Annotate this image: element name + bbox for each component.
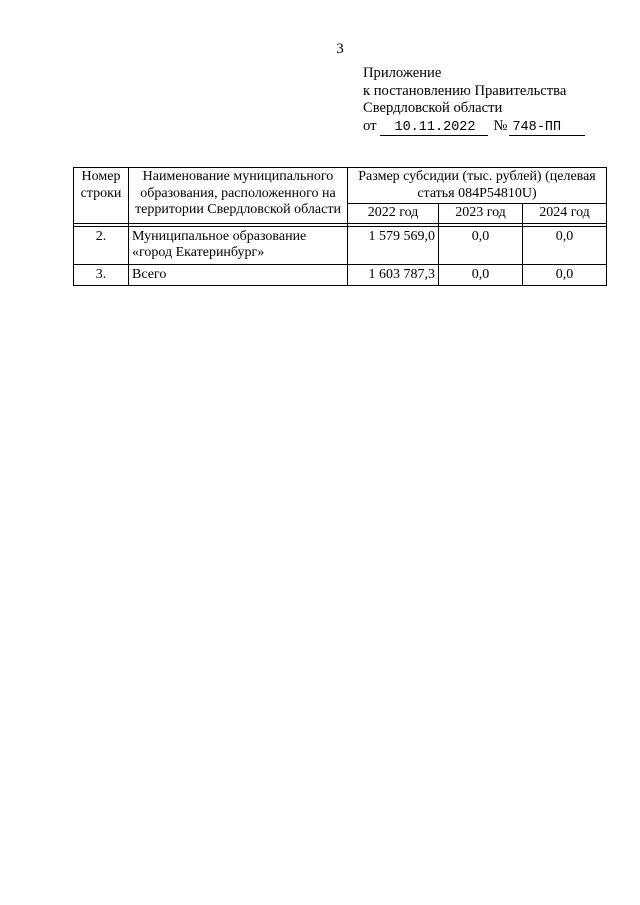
- header-subsidy: Размер субсидии (тыс. рублей) (целевая статья 084P54810U): [348, 168, 607, 204]
- appendix-region-line: Свердловской области: [363, 100, 503, 116]
- from-label: от: [363, 117, 377, 134]
- appendix-decree-line: к постановлению Правительства: [363, 82, 567, 99]
- row-number: 3.: [74, 264, 129, 286]
- appendix-header: [363, 65, 585, 136]
- decree-number: 748-ПП: [509, 120, 585, 136]
- row-value-2024: 0,0: [523, 264, 607, 286]
- table-header-row: [74, 168, 607, 204]
- header-year-2022: 2022 год: [348, 204, 439, 224]
- header-row-number: Номер строки: [74, 168, 129, 224]
- appendix-title: Приложение: [363, 65, 442, 81]
- table-row: [74, 226, 607, 264]
- subsidy-table: [73, 167, 607, 286]
- header-year-2023: 2023 год: [439, 204, 523, 224]
- number-label: №: [493, 117, 508, 134]
- row-value-2023: 0,0: [439, 226, 523, 264]
- row-name: Муниципальное образование «город Екатеринбург»: [129, 226, 348, 264]
- row-value-2022: 1 579 569,0: [348, 226, 439, 264]
- row-name: Всего: [129, 264, 348, 286]
- row-number: 2.: [74, 226, 129, 264]
- decree-date-number: [363, 118, 585, 136]
- decree-date: 10.11.2022: [380, 120, 487, 136]
- row-value-2023: 0,0: [439, 264, 523, 286]
- table-row: [74, 264, 607, 286]
- header-year-2024: 2024 год: [523, 204, 607, 224]
- header-name: Наименование муниципального образования, расположенного на территории Свердловской области: [129, 168, 348, 224]
- row-value-2024: 0,0: [523, 226, 607, 264]
- row-value-2022: 1 603 787,3: [348, 264, 439, 286]
- page-number: 3: [336, 41, 344, 57]
